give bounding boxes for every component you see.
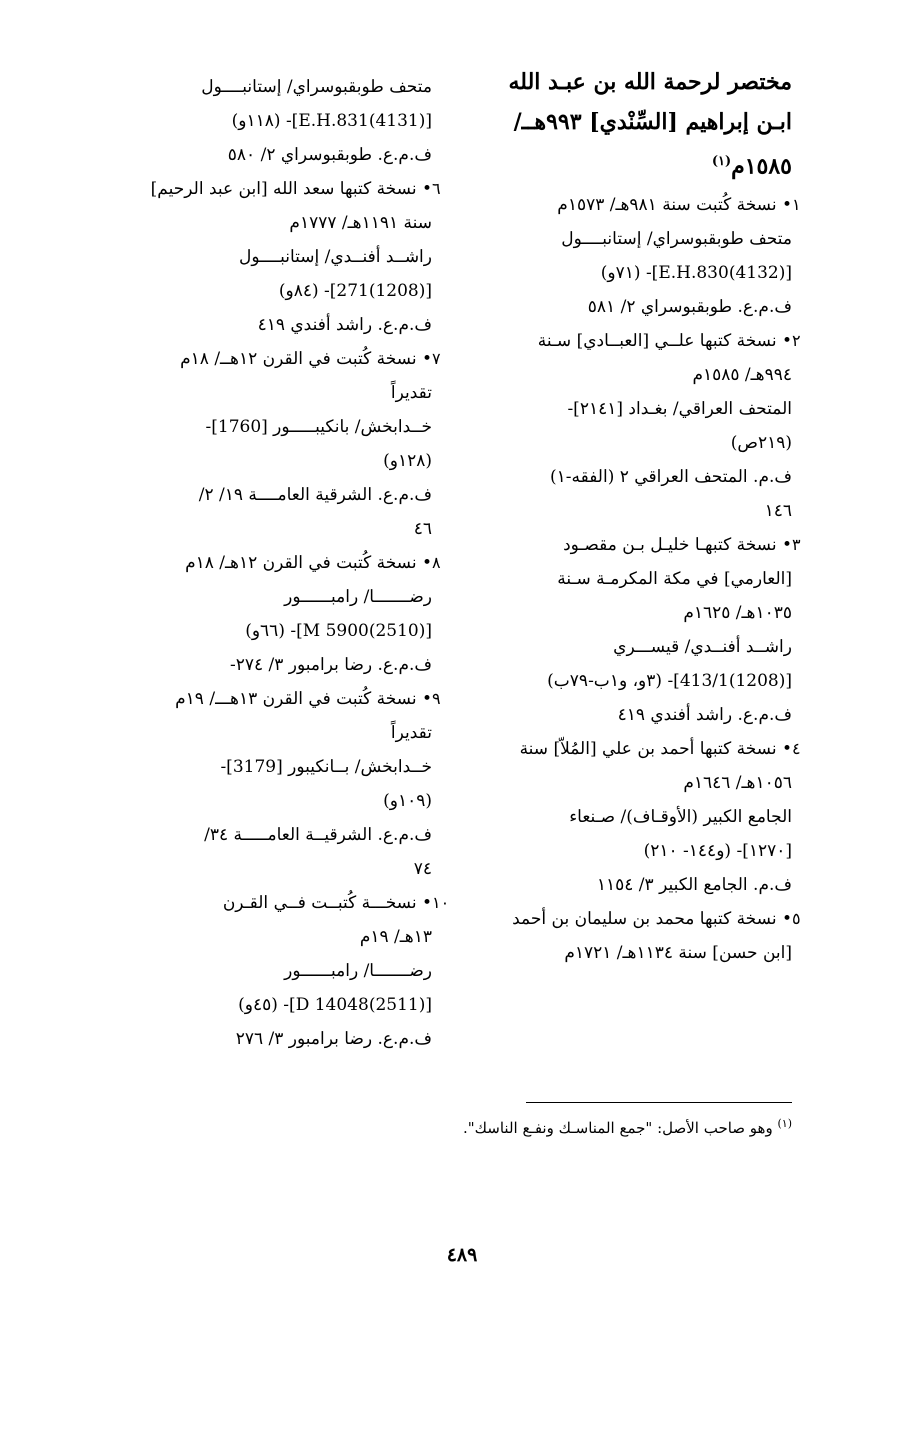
- entry-line: خــدابخش/ بانكيبـــــور [1760]-: [205, 417, 432, 437]
- entry-number: ٢: [792, 331, 801, 351]
- entry-text: • نسخة كُتبت في القرن ١٣هـــ/ ١٩م: [175, 689, 432, 709]
- entry-line: [١٢٧٠]- (و١٤٤- ٢١٠): [643, 841, 792, 862]
- manuscript-entry: [92, 172, 441, 342]
- entry-line: [ابن حسن] سنة ١١٣٤هـ/ ١٧٢١م: [564, 943, 792, 964]
- manuscript-entry: [462, 324, 801, 528]
- entry-line: سنة ١١٩١هـ/ ١٧٧٧م: [289, 213, 432, 233]
- entry-text: • نسخة كُتبت في القرن ١٢هـ/ ١٨م: [185, 553, 432, 573]
- entry-first-line: [92, 342, 441, 376]
- entry-line: متحف طوبقبوسراي/ إستانبــــول: [561, 229, 792, 250]
- footnote-divider: [526, 1102, 792, 1103]
- manuscript-entry: [92, 682, 441, 886]
- entry-line: ٩٩٤هـ/ ١٥٨٥م: [692, 365, 792, 386]
- entry-number: ٧: [432, 349, 441, 368]
- entry-first-line: [92, 682, 441, 716]
- entry-first-line: [462, 902, 801, 936]
- left-column: [92, 70, 450, 1056]
- entry-first-line: [462, 732, 801, 766]
- entry-number: ٣: [792, 535, 801, 555]
- entry-line: ف.م.ع. رضا برامبور ٣/ ٢٧٦: [235, 1029, 432, 1049]
- entry-line: ف.م.ع. راشد أفندي ٤١٩: [617, 705, 792, 726]
- entry-line: ف.م.ع. الشرقيــة العامـــــة ٣٤/: [204, 825, 432, 845]
- entry-number: ٥: [792, 909, 801, 929]
- entry-line: [(4132)E.H.830]- (٧١و): [600, 263, 792, 284]
- title-date: ١٥٨٥م: [731, 153, 792, 180]
- entry-line: رضـــــــا/ رامبــــــور: [284, 587, 432, 607]
- footnote-marker: (١): [777, 1117, 792, 1130]
- entry-line: الجامع الكبير (الأوقـاف)/ صـنعاء: [569, 807, 792, 828]
- entry-line: ١٠٣٥هـ/ ١٦٢٥م: [683, 603, 792, 624]
- right-column: [462, 62, 801, 970]
- entry-line: ف.م. المتحف العراقي ٢ (الفقه-١): [549, 467, 792, 488]
- entry-line: ف.م.ع. طوبقبوسراي ٢/ ٥٨١: [587, 297, 792, 318]
- footnote: [462, 1110, 792, 1142]
- title-line-3: [462, 142, 792, 186]
- manuscript-entry: [92, 546, 441, 682]
- entry-line: ف.م.ع. راشد أفندي ٤١٩: [257, 315, 432, 335]
- entry-line: ٤٦: [413, 519, 432, 539]
- entry-first-line: [462, 528, 801, 562]
- entry-first-line: متحف طوبقبوسراي/ إستانبــــول: [201, 77, 432, 97]
- entry-text: • نسخة كُتبت سنة ٩٨١هـ/ ١٥٧٣م: [557, 195, 792, 216]
- entry-line: ١٣هـ/ ١٩م: [359, 927, 432, 947]
- entry-line: [(4131)E.H.831]- (١١٨و): [231, 111, 432, 131]
- page-number: ٤٨٩: [446, 1244, 478, 1266]
- entry-text: • نسخة كتبها أحمد بن علي [المُلاّ] سنة: [519, 739, 792, 760]
- manuscript-entry: [462, 732, 801, 902]
- entry-line: المتحف العراقي/ بغـداد [٢١٤١]-: [567, 399, 792, 420]
- footnote-reference: (١): [711, 154, 732, 169]
- entry-first-line: [462, 188, 801, 222]
- entry-number: ٩: [432, 689, 441, 708]
- entry-first-line: [462, 324, 801, 358]
- entry-line: ١٤٦: [764, 501, 792, 522]
- entry-text: • نسخة كتبهـا خليـل بـن مقصـود: [563, 535, 792, 556]
- entry-line: ٧٤: [413, 859, 432, 879]
- entry-line: راشــد أفنــدي/ إستانبــــول: [239, 247, 432, 267]
- entry-line: (١٢٨و): [383, 451, 432, 471]
- entry-line: [العارمي] في مكة المكرمـة سـنة: [557, 569, 792, 590]
- manuscript-entry: [462, 528, 801, 732]
- entry-number: ١: [792, 195, 801, 215]
- entry-line: ف.م. الجامع الكبير ٣/ ١١٥٤: [596, 875, 792, 896]
- entry-line: ف.م.ع. الشرقية العامــــة ١٩/ ٢/: [198, 485, 432, 505]
- manuscript-entry: [92, 342, 441, 546]
- footnote-text: وهو صاحب الأصل: "جمع المناسـك ونفـع الناسك".: [462, 1119, 773, 1137]
- entry-number: ٨: [432, 553, 441, 572]
- entry-line: خــدابخش/ بــانكيبور [3179]-: [220, 757, 432, 777]
- entry-number: ١٠: [432, 893, 450, 912]
- entry-text: • نسخـــة كُتبــت فــي القـرن: [222, 893, 432, 913]
- right-entries-list: [462, 188, 801, 970]
- entry-line: [(1208)413/1]- (٣و، و١ب-٧٩ب): [547, 671, 792, 692]
- entry-line: ف.م.ع. رضا برامبور ٣/ ٢٧٤-: [229, 655, 432, 675]
- entry-text: • نسخة كُتبت في القرن ١٢هــ/ ١٨م: [180, 349, 432, 369]
- section-title: [462, 62, 792, 186]
- entry-line: (٢١٩ص): [730, 433, 792, 454]
- entry-line: ف.م.ع. طوبقبوسراي ٢/ ٥٨٠: [227, 145, 432, 165]
- entry-line: ١٠٥٦هـ/ ١٦٤٦م: [683, 773, 792, 794]
- entry-line: رضـــــــا/ رامبــــــور: [284, 961, 432, 981]
- manuscript-entry: [92, 70, 432, 172]
- entry-line: تقديراً: [390, 723, 432, 743]
- entry-first-line: [92, 172, 441, 206]
- entry-line: راشــد أفنــدي/ قيســـري: [613, 637, 792, 658]
- entry-number: ٤: [792, 739, 801, 759]
- entry-text: • نسخة كتبها محمد بن سليمان بن أحمد: [512, 909, 792, 930]
- title-line-2: ابـن إبراهيم [السِّنْدي] ٩٩٣هــ/: [513, 109, 792, 135]
- entry-line: [(2510)5900 M]- (٦٦و): [245, 621, 432, 641]
- manuscript-entry: [462, 902, 801, 970]
- entry-number: ٦: [432, 179, 441, 198]
- entry-line: تقديراً: [390, 383, 432, 403]
- entry-line: [(1208)271]- (٨٤و): [278, 281, 432, 301]
- entry-text: • نسخة كتبها سعد الله [ابن عبد الرحيم]: [150, 179, 432, 199]
- manuscript-entry: [462, 188, 801, 324]
- title-line-1: مختصر لرحمة الله بن عبـد الله: [508, 69, 792, 95]
- entry-line: (١٠٩و): [383, 791, 432, 811]
- entry-first-line: [92, 886, 450, 920]
- entry-first-line: [92, 546, 441, 580]
- entry-text: • نسخة كتبها علــي [العبــادي] سـنة: [537, 331, 792, 352]
- entry-line: [(2511)14048 D]- (٤٥و): [238, 995, 432, 1015]
- manuscript-entry: [92, 886, 450, 1056]
- left-entries-list: [92, 70, 450, 1056]
